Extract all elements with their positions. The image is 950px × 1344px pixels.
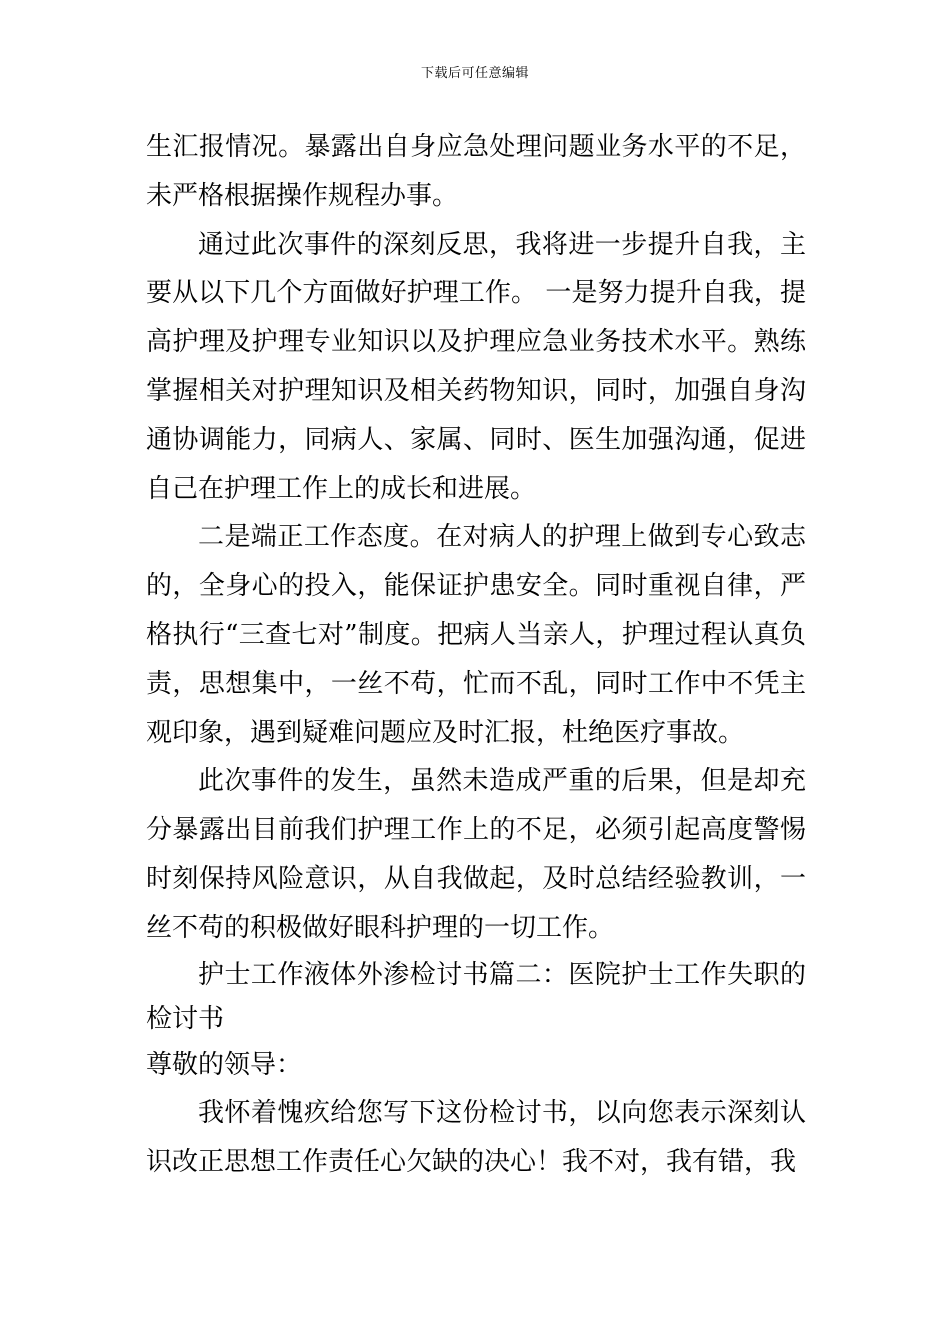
paragraph: 生汇报情况。暴露出自身应急处理问题业务水平的不足，未严格根据操作规程办事。 bbox=[146, 132, 806, 211]
paragraph: 二是端正工作态度。在对病人的护理上做到专心致志的，全身心的投入，能保证护患安全。同时重视自律，严格执行“三查七对”制度。把病人当亲人，护理过程认真负责，思想集中，一丝不苟，忙而不乱，同时工作中不凭主观印象，遇到疑难问题应及时汇报，杜绝医疗事故。 bbox=[146, 522, 806, 748]
paragraph: 我怀着愧疚给您写下这份检讨书，以向您表示深刻认识改正思想工作责任心欠缺的决心！我不对，我有错，我 bbox=[146, 1098, 806, 1178]
document-body bbox=[146, 123, 806, 1187]
paragraph: 此次事件的发生，虽然未造成严重的后果，但是却充分暴露出目前我们护理工作上的不足，必须引起高度警惕时刻保持风险意识，从自我做起，及时总结经验教训，一丝不苟的积极做好眼科护理的一切工作。 bbox=[146, 766, 806, 943]
salutation: 尊敬的领导： bbox=[146, 1049, 303, 1080]
page-header: 下载后可任意编辑 bbox=[420, 66, 529, 81]
paragraph: 通过此次事件的深刻反思，我将进一步提升自我，主要从以下几个方面做好护理工作。 一是努力提升自我，提高护理及护理专业知识以及护理应急业务技术水平。熟练掌握相关对护理知识及相关药物知识，同时，加强自身沟通协调能力，同病人、家属、同时、医生加强沟通，促进自己在护理工作上的成长和进展。 bbox=[146, 229, 806, 504]
section-heading: 护士工作液体外渗检讨书篇二：医院护士工作失职的检讨书 bbox=[146, 959, 806, 1034]
